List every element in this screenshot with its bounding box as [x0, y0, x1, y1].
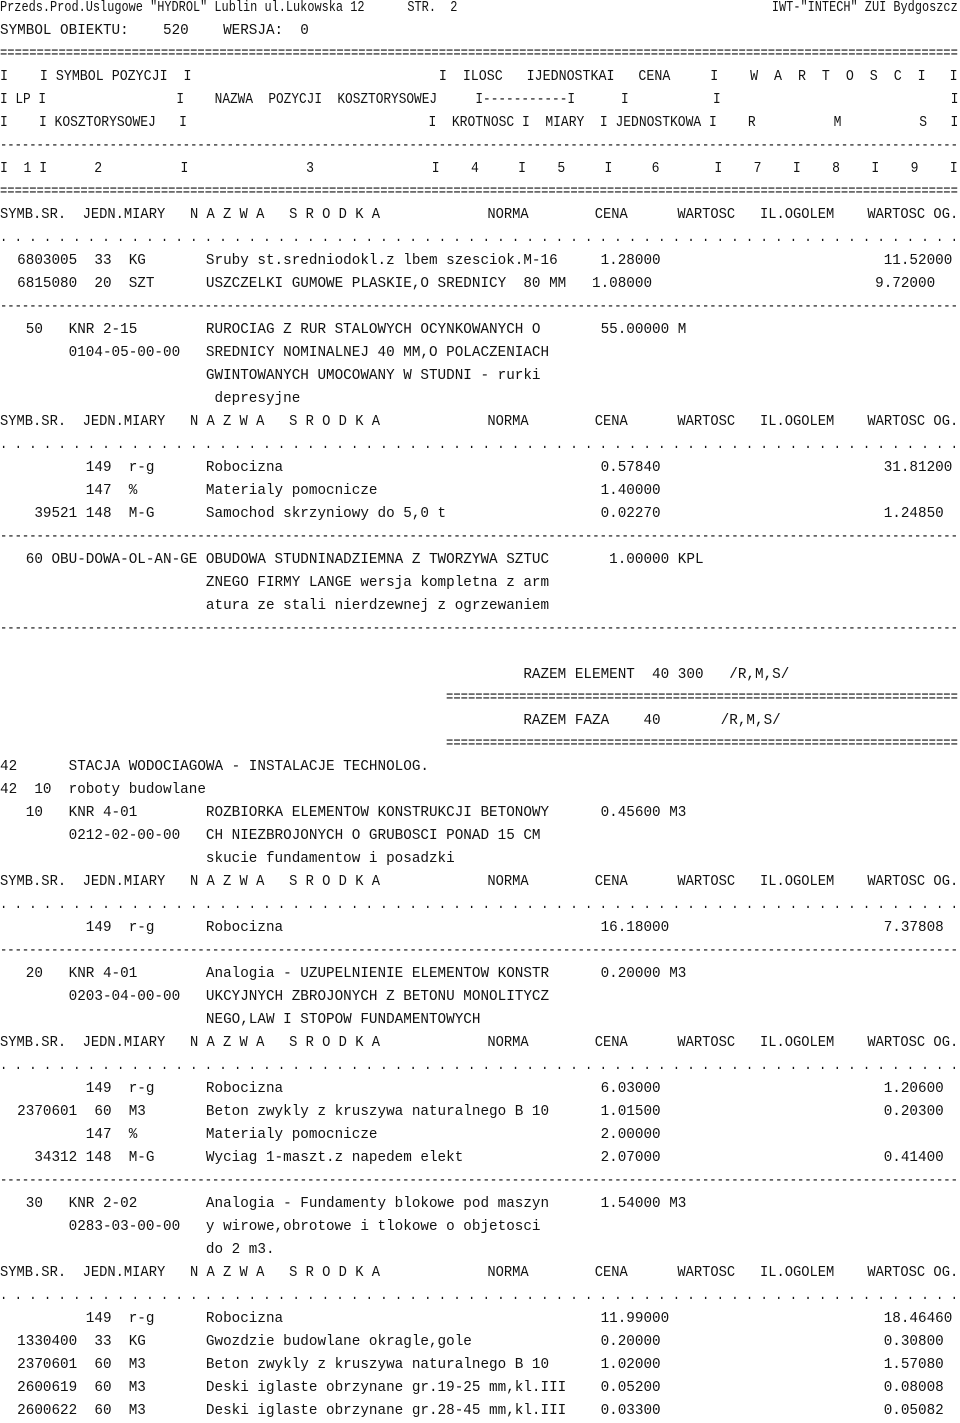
text-line: 42 STACJA WODOCIAGOWA - INSTALACJE TECHNOLOG.: [0, 759, 429, 775]
resource-header: SYMB.SR. JEDN.MIARY N A Z W A S R O D K A NORMA CENA WARTOSC IL.OGOLEM WARTOSC OG.: [0, 1035, 959, 1051]
text-line: 6815080 20 SZT USZCZELKI GUMOWE PLASKIE,O SREDNICY 80 MM 1.08000 9.72000: [0, 276, 936, 292]
dot-leader: . . . . . . . . . . . . . . . . . . . . . . . . . . . . . . . . . . . . . . . . . . . . . . . . . . . . . . . . . . . . . . . . . .: [0, 230, 958, 246]
text-line: 147 % Materialy pomocnicze 2.00000: [0, 1127, 661, 1143]
text-line: 2370601 60 M3 Beton zwykly z kruszywa naturalnego B 10 1.02000 1.57080: [0, 1357, 944, 1373]
text-line: 50 KNR 2-15 RUROCIAG Z RUR STALOWYCH OCYNKOWANYCH O 55.00000 M: [0, 322, 687, 338]
text-line: 42 10 roboty budowlane: [0, 782, 206, 798]
text-line: 149 r-g Robocizna 11.99000 18.46460: [0, 1311, 953, 1327]
text-line: SYMBOL OBIEKTU: 520 WERSJA: 0: [0, 23, 309, 39]
double-rule: ===================================================================================================================================: [0, 46, 958, 62]
text-line: 0283-03-00-00 y wirowe,obrotowe i tlokowe o objetosci: [0, 1219, 541, 1235]
text-line: 39521 148 M-G Samochod skrzyniowy do 5,0 t 0.02270 1.24850: [0, 506, 944, 522]
text-line: RAZEM FAZA 40 /R,M,S/: [0, 713, 781, 729]
single-rule: -----------------------------------------------------------------------------------------------------------------------------------: [0, 529, 958, 545]
table-header-row: I 1 I 2 I 3 I 4 I 5 I 6 I 7 I 8 I 9 I: [0, 161, 958, 177]
text-line: 0212-02-00-00 CH NIEZBROJONYCH O GRUBOSCI PONAD 15 CM: [0, 828, 541, 844]
single-rule: -----------------------------------------------------------------------------------------------------------------------------------: [0, 621, 958, 637]
text-line: 1330400 33 KG Gwozdzie budowlane okragle,gole 0.20000 0.30800: [0, 1334, 944, 1350]
table-header-row: I LP I I NAZWA POZYCJI KOSZTORYSOWEJ I-----------I I I I: [0, 92, 959, 108]
double-rule: ======================================================================: [0, 736, 958, 752]
text-line: 149 r-g Robocizna 0.57840 31.81200: [0, 460, 953, 476]
text-line: 2370601 60 M3 Beton zwykly z kruszywa naturalnego B 10 1.01500 0.20300: [0, 1104, 944, 1120]
dot-leader: . . . . . . . . . . . . . . . . . . . . . . . . . . . . . . . . . . . . . . . . . . . . . . . . . . . . . . . . . . . . . . . . . .: [0, 1288, 958, 1304]
text-line: 149 r-g Robocizna 6.03000 1.20600: [0, 1081, 944, 1097]
text-line: 0104-05-00-00 SREDNICY NOMINALNEJ 40 MM,O POLACZENIACH: [0, 345, 550, 361]
text-line: 20 KNR 4-01 Analogia - UZUPELNIENIE ELEMENTOW KONSTR 0.20000 M3: [0, 966, 687, 982]
text-line: skucie fundamentow i posadzki: [0, 851, 455, 867]
single-rule: -----------------------------------------------------------------------------------------------------------------------------------: [0, 138, 958, 154]
text-line: 6803005 33 KG Sruby st.sredniodokl.z lbem szesciok.M-16 1.28000 11.52000: [0, 253, 953, 269]
text-line: 30 KNR 2-02 Analogia - Fundamenty blokowe pod maszyn 1.54000 M3: [0, 1196, 687, 1212]
resource-header: SYMB.SR. JEDN.MIARY N A Z W A S R O D K A NORMA CENA WARTOSC IL.OGOLEM WARTOSC OG.: [0, 207, 959, 223]
double-rule: ===================================================================================================================================: [0, 184, 958, 200]
single-rule: -----------------------------------------------------------------------------------------------------------------------------------: [0, 1173, 958, 1189]
text-line: ZNEGO FIRMY LANGE wersja kompletna z arm: [0, 575, 550, 591]
text-line: 34312 148 M-G Wyciag 1-maszt.z napedem elekt 2.07000 0.41400: [0, 1150, 944, 1166]
text-line: Przeds.Prod.Uslugowe "HYDROL" Lublin ul.Lukowska 12 STR. 2 IWT-"INTECH" ZUI Bydgoszcz: [0, 0, 958, 16]
dot-leader: . . . . . . . . . . . . . . . . . . . . . . . . . . . . . . . . . . . . . . . . . . . . . . . . . . . . . . . . . . . . . . . . . .: [0, 897, 958, 913]
resource-header: SYMB.SR. JEDN.MIARY N A Z W A S R O D K A NORMA CENA WARTOSC IL.OGOLEM WARTOSC OG.: [0, 1265, 959, 1281]
text-line: atura ze stali nierdzewnej z ogrzewaniem: [0, 598, 550, 614]
dot-leader: . . . . . . . . . . . . . . . . . . . . . . . . . . . . . . . . . . . . . . . . . . . . . . . . . . . . . . . . . . . . . . . . . .: [0, 437, 958, 453]
resource-header: SYMB.SR. JEDN.MIARY N A Z W A S R O D K A NORMA CENA WARTOSC IL.OGOLEM WARTOSC OG.: [0, 874, 959, 890]
text-line: 60 OBU-DOWA-OL-AN-GE OBUDOWA STUDNINADZIEMNA Z TWORZYWA SZTUC 1.00000 KPL: [0, 552, 704, 568]
text-line: 0203-04-00-00 UKCYJNYCH ZBROJONYCH Z BETONU MONOLITYCZ: [0, 989, 550, 1005]
double-rule: ======================================================================: [0, 690, 958, 706]
table-header-row: I I KOSZTORYSOWEJ I I KROTNOSC I MIARY I JEDNOSTKOWA I R M S I: [0, 115, 959, 131]
text-line: 2600622 60 M3 Deski iglaste obrzynane gr.28-45 mm,kl.III 0.03300 0.05082: [0, 1403, 944, 1419]
single-rule: -----------------------------------------------------------------------------------------------------------------------------------: [0, 943, 958, 959]
resource-header: SYMB.SR. JEDN.MIARY N A Z W A S R O D K A NORMA CENA WARTOSC IL.OGOLEM WARTOSC OG.: [0, 414, 959, 430]
text-line: depresyjne: [0, 391, 301, 407]
text-line: 10 KNR 4-01 ROZBIORKA ELEMENTOW KONSTRUKCJI BETONOWY 0.45600 M3: [0, 805, 687, 821]
text-line: RAZEM ELEMENT 40 300 /R,M,S/: [0, 667, 790, 683]
text-line: 149 r-g Robocizna 16.18000 7.37808: [0, 920, 944, 936]
dot-leader: . . . . . . . . . . . . . . . . . . . . . . . . . . . . . . . . . . . . . . . . . . . . . . . . . . . . . . . . . . . . . . . . . .: [0, 1058, 958, 1074]
single-rule: -----------------------------------------------------------------------------------------------------------------------------------: [0, 299, 958, 315]
text-line: GWINTOWANYCH UMOCOWANY W STUDNI - rurki: [0, 368, 541, 384]
text-line: do 2 m3.: [0, 1242, 275, 1258]
text-line: 147 % Materialy pomocnicze 1.40000: [0, 483, 661, 499]
text-line: NEGO,LAW I STOPOW FUNDAMENTOWYCH: [0, 1012, 481, 1028]
text-line: 2600619 60 M3 Deski iglaste obrzynane gr.19-25 mm,kl.III 0.05200 0.08008: [0, 1380, 944, 1396]
table-header-row: I I SYMBOL POZYCJI I I ILOSC IJEDNOSTKAI CENA I W A R T O S C I I: [0, 69, 958, 85]
